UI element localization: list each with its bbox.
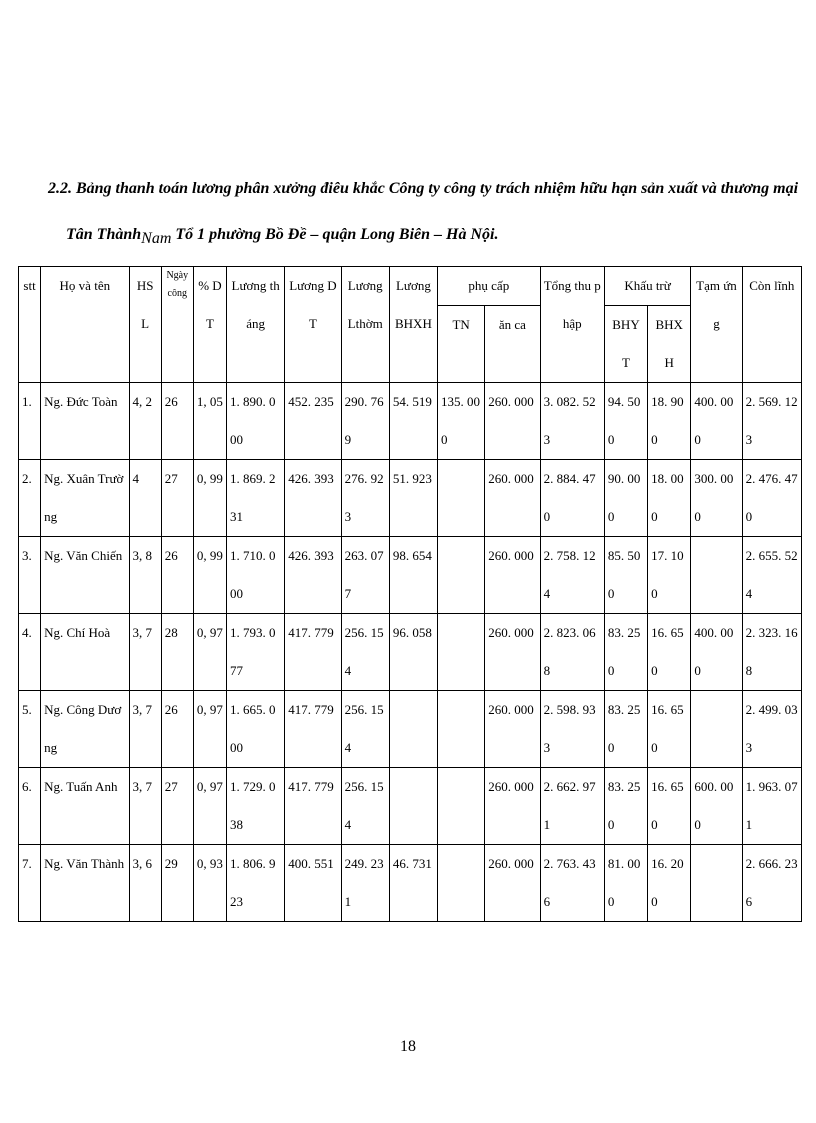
cell-lthom: 256. 154: [341, 691, 389, 768]
cell-tamung: 300. 000: [691, 460, 742, 537]
cell-dt: 1, 05: [193, 383, 226, 460]
cell-anca: 260. 000: [485, 768, 540, 845]
cell-conlinh: 2. 569. 123: [742, 383, 801, 460]
header-an-ca: ăn ca: [485, 306, 540, 383]
cell-lbhxh: 46. 731: [389, 845, 437, 922]
header-stt: stt: [19, 267, 41, 383]
payroll-table: [18, 266, 802, 922]
cell-conlinh: 2. 666. 236: [742, 845, 801, 922]
cell-tn: [438, 614, 485, 691]
cell-anca: 260. 000: [485, 691, 540, 768]
cell-stt: 1.: [19, 383, 41, 460]
cell-anca: 260. 000: [485, 845, 540, 922]
header-phu-cap: phụ cấp: [438, 267, 541, 306]
cell-anca: 260. 000: [485, 460, 540, 537]
cell-hsl: 3, 7: [129, 768, 161, 845]
cell-lbhxh: 96. 058: [389, 614, 437, 691]
cell-conlinh: 2. 476. 470: [742, 460, 801, 537]
cell-bhxh: 18. 900: [648, 383, 691, 460]
header-luong-bhxh: Lương BHXH: [389, 267, 437, 383]
cell-lthom: 256. 154: [341, 614, 389, 691]
cell-hsl: 4, 2: [129, 383, 161, 460]
cell-tn: [438, 845, 485, 922]
cell-lbhxh: 54. 519: [389, 383, 437, 460]
cell-lthom: 249. 231: [341, 845, 389, 922]
table-row: [19, 383, 802, 460]
cell-lthang: 1. 869. 231: [227, 460, 285, 537]
cell-stt: 6.: [19, 768, 41, 845]
header-pct-dt: % DT: [193, 267, 226, 383]
cell-name: Ng. Công Dương: [41, 691, 129, 768]
cell-name: Ng. Xuân Trường: [41, 460, 129, 537]
table-row: [19, 614, 802, 691]
cell-tn: [438, 537, 485, 614]
header-tam-ung: Tạm ứng: [691, 267, 742, 383]
cell-tn: 135. 000: [438, 383, 485, 460]
header-ngay-cong: Ngày công: [161, 267, 193, 383]
cell-anca: 260. 000: [485, 537, 540, 614]
table-row: [19, 845, 802, 922]
cell-lthom: 276. 923: [341, 460, 389, 537]
cell-lbhxh: [389, 691, 437, 768]
cell-ldt: 417. 779: [285, 691, 341, 768]
cell-lthom: 263. 077: [341, 537, 389, 614]
cell-tong: 2. 662. 971: [540, 768, 604, 845]
cell-tn: [438, 691, 485, 768]
header-luong-lthom: Lương Lthờm: [341, 267, 389, 383]
cell-bhxh: 16. 650: [648, 614, 691, 691]
cell-tong: 2. 823. 068: [540, 614, 604, 691]
cell-bhyt: 90. 000: [604, 460, 647, 537]
cell-hsl: 3, 7: [129, 691, 161, 768]
cell-bhyt: 83. 250: [604, 691, 647, 768]
header-tn: TN: [438, 306, 485, 383]
table-row: [19, 691, 802, 768]
cell-anca: 260. 000: [485, 614, 540, 691]
cell-conlinh: 2. 499. 033: [742, 691, 801, 768]
cell-conlinh: 2. 323. 168: [742, 614, 801, 691]
cell-lthang: 1. 806. 923: [227, 845, 285, 922]
cell-dt: 0, 99: [193, 460, 226, 537]
cell-hsl: 3, 6: [129, 845, 161, 922]
heading-company: Tân Thành: [66, 226, 142, 243]
cell-tamung: [691, 537, 742, 614]
cell-bhxh: 16. 650: [648, 768, 691, 845]
cell-ngay: 29: [161, 845, 193, 922]
cell-dt: 0, 99: [193, 537, 226, 614]
cell-lthang: 1. 793. 077: [227, 614, 285, 691]
cell-tamung: 400. 000: [691, 383, 742, 460]
cell-ldt: 417. 779: [285, 768, 341, 845]
cell-ngay: 26: [161, 691, 193, 768]
cell-ldt: 452. 235: [285, 383, 341, 460]
cell-stt: 5.: [19, 691, 41, 768]
cell-conlinh: 2. 655. 524: [742, 537, 801, 614]
cell-ldt: 400. 551: [285, 845, 341, 922]
cell-ngay: 26: [161, 383, 193, 460]
heading-line-1: 2.2. Bảng thanh toán lương phân xưởng điêu khắc Công ty công ty trách nhiệm hữu hạn sản xuất và thương mại: [47, 180, 799, 197]
cell-bhyt: 85. 500: [604, 537, 647, 614]
cell-tong: 2. 598. 933: [540, 691, 604, 768]
cell-tong: 3. 082. 523: [540, 383, 604, 460]
table-row: [19, 460, 802, 537]
cell-ldt: 426. 393: [285, 460, 341, 537]
heading-address: Tổ 1 phường Bồ Đề – quận Long Biên – Hà Nội.: [171, 226, 499, 243]
cell-bhxh: 16. 200: [648, 845, 691, 922]
cell-bhxh: 17. 100: [648, 537, 691, 614]
header-name: Họ và tên: [41, 267, 129, 383]
cell-lthang: 1. 890. 000: [227, 383, 285, 460]
header-khau-tru: Khấu trừ: [604, 267, 690, 306]
cell-dt: 0, 97: [193, 691, 226, 768]
cell-lthang: 1. 729. 038: [227, 768, 285, 845]
header-hsl: HS L: [129, 267, 161, 383]
cell-ngay: 28: [161, 614, 193, 691]
cell-lbhxh: 98. 654: [389, 537, 437, 614]
cell-ldt: 426. 393: [285, 537, 341, 614]
cell-dt: 0, 97: [193, 768, 226, 845]
header-luong-dt: Lương DT: [285, 267, 341, 383]
cell-dt: 0, 93: [193, 845, 226, 922]
cell-lthang: 1. 665. 000: [227, 691, 285, 768]
cell-lthom: 290. 769: [341, 383, 389, 460]
cell-bhyt: 94. 500: [604, 383, 647, 460]
cell-tamung: [691, 845, 742, 922]
cell-ldt: 417. 779: [285, 614, 341, 691]
cell-name: Ng. Văn Thành: [41, 845, 129, 922]
cell-tamung: [691, 691, 742, 768]
cell-anca: 260. 000: [485, 383, 540, 460]
header-tong-thu-nhap: Tổng thu phập: [540, 267, 604, 383]
cell-tn: [438, 768, 485, 845]
cell-ngay: 27: [161, 460, 193, 537]
cell-bhyt: 81. 000: [604, 845, 647, 922]
header-luong-thang: Lương tháng: [227, 267, 285, 383]
cell-conlinh: 1. 963. 071: [742, 768, 801, 845]
table-row: [19, 537, 802, 614]
cell-lthom: 256. 154: [341, 768, 389, 845]
cell-tamung: 400. 000: [691, 614, 742, 691]
table-row: [19, 768, 802, 845]
cell-bhxh: 16. 650: [648, 691, 691, 768]
cell-tn: [438, 460, 485, 537]
cell-lbhxh: [389, 768, 437, 845]
header-bhxh: BHXH: [648, 306, 691, 383]
cell-tong: 2. 763. 436: [540, 845, 604, 922]
cell-bhxh: 18. 000: [648, 460, 691, 537]
cell-bhyt: 83. 250: [604, 768, 647, 845]
heading-line-2: [66, 226, 499, 247]
cell-hsl: 3, 8: [129, 537, 161, 614]
cell-hsl: 4: [129, 460, 161, 537]
page-number: 18: [400, 1038, 416, 1055]
cell-tong: 2. 758. 124: [540, 537, 604, 614]
cell-ngay: 26: [161, 537, 193, 614]
header-con-linh: Còn lĩnh: [742, 267, 801, 383]
cell-dt: 0, 97: [193, 614, 226, 691]
cell-ngay: 27: [161, 768, 193, 845]
cell-tong: 2. 884. 470: [540, 460, 604, 537]
cell-stt: 7.: [19, 845, 41, 922]
cell-hsl: 3, 7: [129, 614, 161, 691]
cell-tamung: 600. 000: [691, 768, 742, 845]
cell-stt: 4.: [19, 614, 41, 691]
cell-name: Ng. Tuấn Anh: [41, 768, 129, 845]
header-bhyt: BHY T: [604, 306, 647, 383]
cell-name: Ng. Chí Hoà: [41, 614, 129, 691]
cell-bhyt: 83. 250: [604, 614, 647, 691]
cell-stt: 2.: [19, 460, 41, 537]
cell-lbhxh: 51. 923: [389, 460, 437, 537]
cell-name: Ng. Văn Chiến: [41, 537, 129, 614]
cell-name: Ng. Đức Toàn: [41, 383, 129, 460]
cell-stt: 3.: [19, 537, 41, 614]
cell-lthang: 1. 710. 000: [227, 537, 285, 614]
heading-company-suffix: Nam: [141, 230, 172, 247]
